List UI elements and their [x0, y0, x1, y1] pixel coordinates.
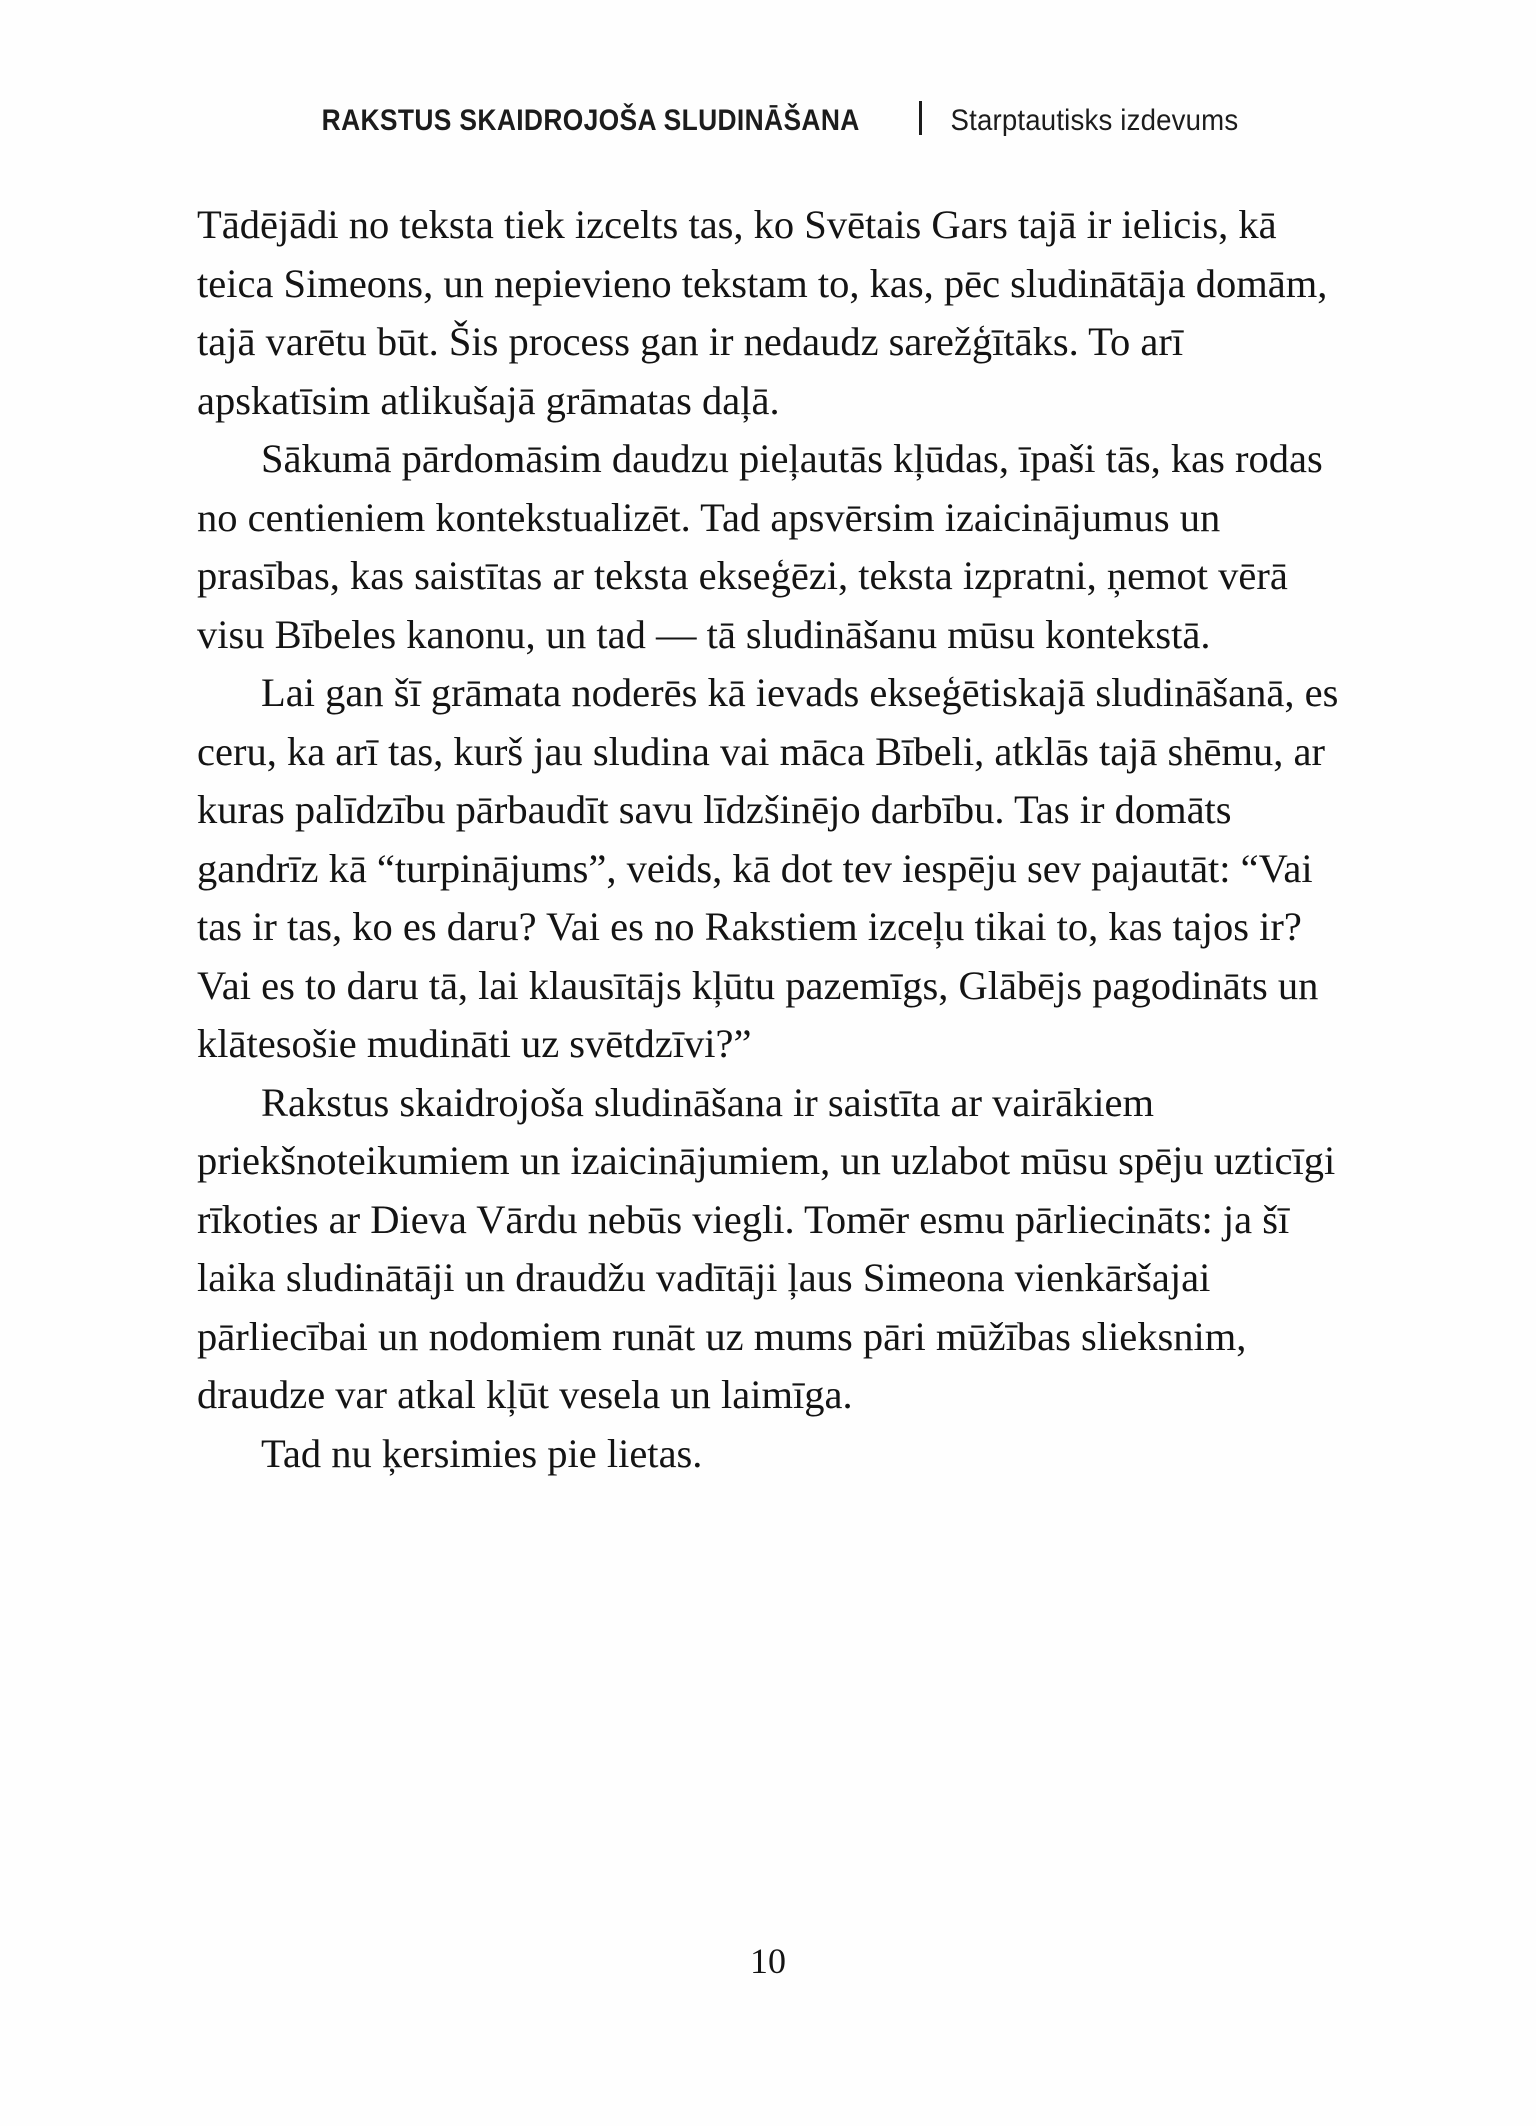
running-head: [0, 96, 1536, 138]
running-head-divider-icon: [919, 101, 922, 135]
page-number: 10: [750, 1941, 786, 1981]
running-head-book-title: RAKSTUS SKAIDROJOŠA SLUDINĀŠANA: [322, 104, 861, 137]
running-head-edition: Starptautisks izdevums: [950, 104, 1239, 137]
body-paragraph: Tad nu ķersimies pie lietas.: [261, 1430, 703, 1476]
body-text-block: [197, 196, 1340, 1483]
body-paragraph: Sākumā pārdomāsim daudzu pieļautās kļūdas, īpaši tās, kas rodas no centieniem kontekstualizēt. Tad apsvērsim izaicinājumus un prasības, kas saistītas ar teksta ekseģēzi, teksta izpratni, ņemot vērā visu Bībeles kanonu, un tad — tā sludināšanu mūsu kontekstā.: [197, 436, 1323, 657]
body-paragraph: Rakstus skaidrojoša sludināšana ir saistīta ar vairākiem priekšnoteikumiem un izaicinājumiem, un uzlabot mūsu spēju uzticīgi rīkoties ar Dieva Vārdu nebūs viegli. Tomēr esmu pārliecināts: ja šī laika sludinātāji un draudžu vadītāji ļaus Simeona vienkāršajai pārliecībai un nodomiem runāt uz mums pāri mūžības slieksnim, draudze var atkal kļūt vesela un laimīga.: [197, 1079, 1336, 1417]
body-paragraph: Lai gan šī grāmata noderēs kā ievads ekseģētiskajā sludināšanā, es ceru, ka arī tas, kurš jau sludina vai māca Bībeli, atklās tajā shēmu, ar kuras palīdzību pārbaudīt savu līdzšinējo darbību. Tas ir domāts gandrīz kā “turpinājums”, veids, kā dot tev iespēju sev pajautāt: “Vai tas ir tas, ko es daru? Vai es no Rakstiem izceļu tikai to, kas tajos ir? Vai es to daru tā, lai klausītājs kļūtu pazemīgs, Glābējs pagodināts un klātesošie mudināti uz svētdzīvi?”: [197, 670, 1339, 1066]
body-paragraph: Tādējādi no teksta tiek izcelts tas, ko Svētais Gars tajā ir ielicis, kā teica Simeons, un nepievieno tekstam to, kas, pēc sludinātāja domām, tajā varētu būt. Šis process gan ir nedaudz sarežģītāks. To arī apskatīsim atlikušajā grāmatas daļā.: [197, 202, 1328, 423]
